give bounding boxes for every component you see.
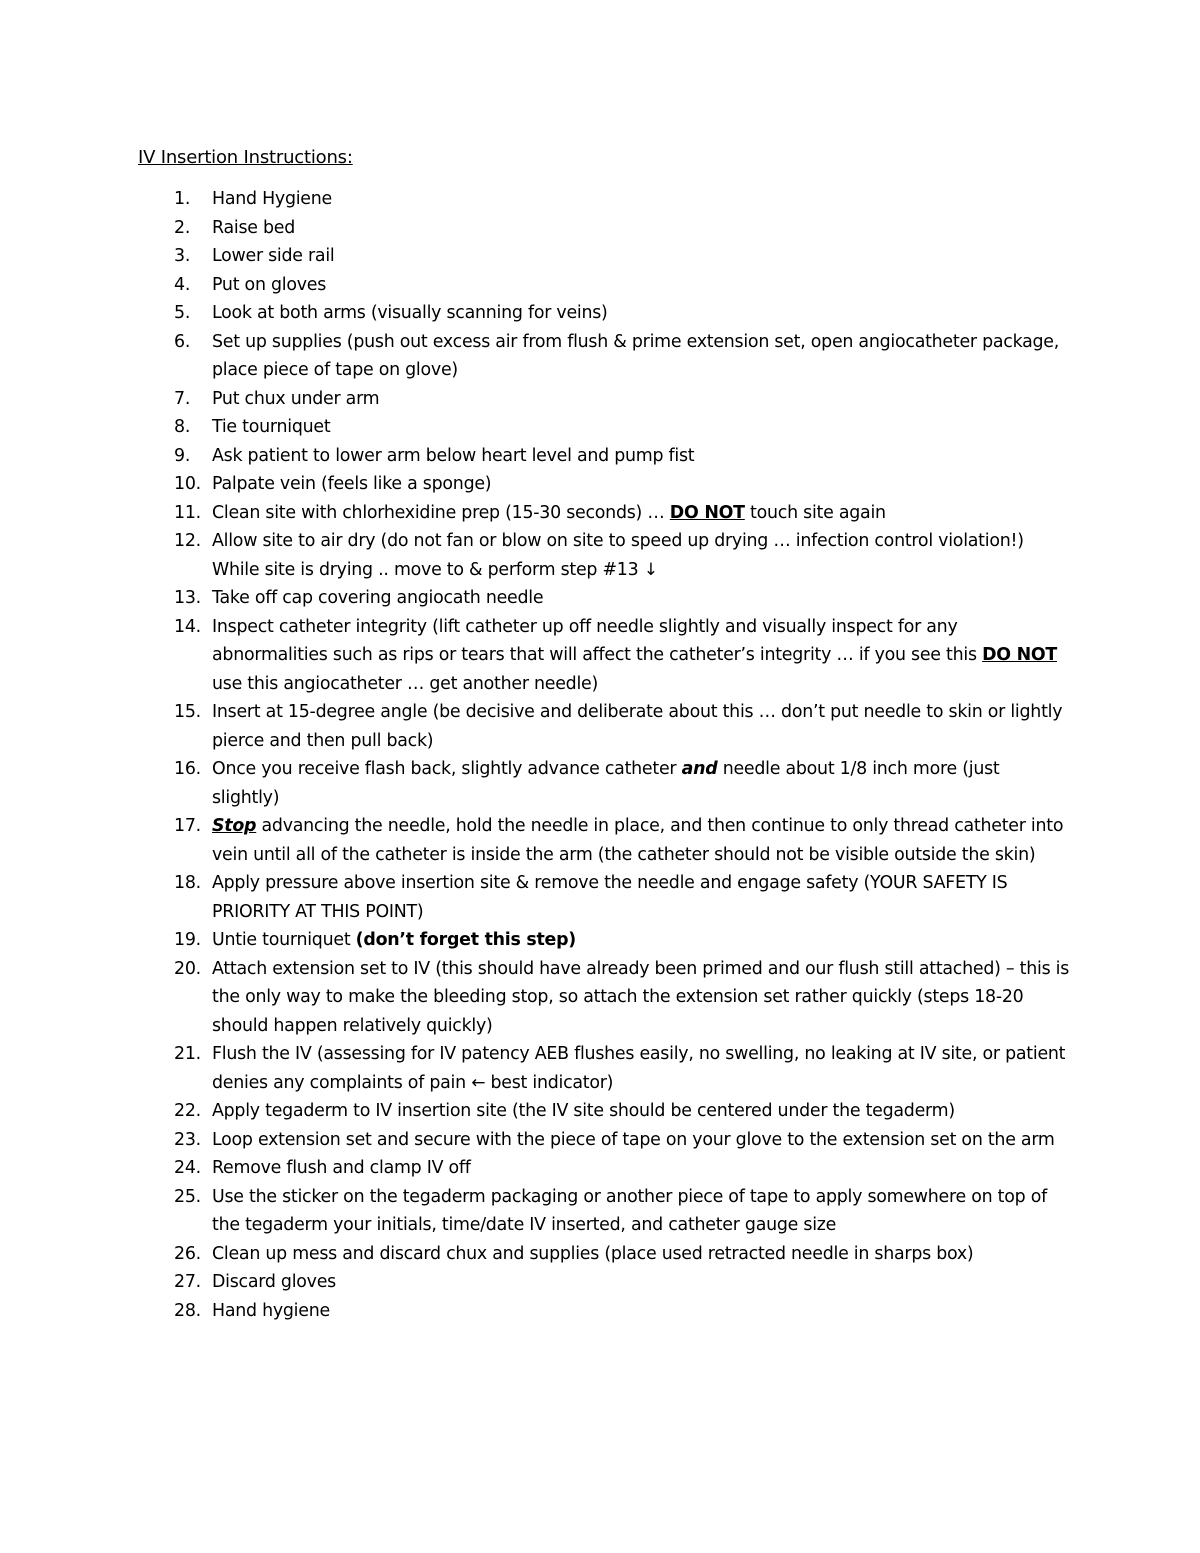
step-number: 26. [174,1243,201,1264]
step-number: 1. [174,189,191,209]
step-13 [0,584,1072,613]
step-text: Put chux under arm [212,388,380,409]
step-text: Look at both arms (visually scanning for veins) [212,303,608,323]
step-text: Remove flush and clamp IV off [212,1158,471,1178]
step-text: Flush the IV (assessing for IV patency AEB flushes easily, no swelling, no leaking at IV site, or patient denies any complaints of pain [212,1044,1066,1093]
step-5 [0,299,1072,328]
step-text: Lower side rail [212,246,335,266]
step-number: 4. [174,274,191,295]
step-28 [0,1297,1072,1326]
step-number: 12. [174,531,201,551]
step-number: 18. [174,873,201,893]
step-number: 16. [174,759,201,779]
step-number: 3. [174,246,191,266]
step-text: Insert at 15-degree angle (be decisive and deliberate about this … don’t put needle to skin or lightly pierce and then pull back) [212,702,1063,751]
step-number: 8. [174,417,191,437]
step-number: 20. [174,958,201,979]
step-text: While site is drying .. move to & perform step #13 [212,559,644,580]
step-2 [0,214,1072,243]
step-number: 21. [174,1044,201,1064]
step-3 [0,242,1072,271]
step-27 [0,1268,1072,1297]
step-text: advancing the needle, hold the needle in place, and then continue to only thread catheter into vein until all of the catheter is inside the arm (the catheter should not be visible outside the skin) [212,816,1064,865]
step-23 [0,1126,1072,1155]
step-text: Untie tourniquet [212,930,356,950]
step-19 [0,926,1072,955]
step-number: 27. [174,1272,201,1292]
step-text: Inspect catheter integrity (lift catheter up off needle slightly and visually inspect for any abnormalities such as rips or tears that will affect the catheter’s integrity … if you see this [212,616,983,665]
step-text: Apply pressure above insertion site & remove the needle and engage safety (YOUR SAFETY IS PRIORITY AT THIS POINT) [212,873,1008,922]
step-text: touch site again [744,502,886,523]
step-text: best indicator) [485,1072,614,1093]
step-9 [0,442,1072,471]
step-list [0,185,1200,1325]
step-21 [0,1040,1072,1097]
step-17 [0,812,1072,869]
step-text: needle about 1/8 inch more (just slightly) [212,759,1000,808]
step-number: 28. [174,1300,201,1321]
step-6 [0,328,1072,385]
step-text: Loop extension set and secure with the piece of tape on your glove to the extension set on the arm [212,1129,1055,1150]
step-text: Raise bed [212,217,296,238]
arrow-left-icon: ← [471,1072,486,1093]
arrow-down-icon: ↓ [643,559,658,580]
step-number: 13. [174,588,201,608]
step-18 [0,869,1072,926]
step-number: 2. [174,217,191,238]
step-number: 5. [174,303,191,323]
step-text: Use the sticker on the tegaderm packaging or another piece of tape to apply somewhere on top of the tegaderm your initials, time/date IV inserted, and catheter gauge size [212,1186,1047,1235]
step-1 [0,185,1072,214]
step-text: Clean up mess and discard chux and supplies (place used retracted needle in sharps box) [212,1243,974,1264]
step-emphasis: DO NOT [669,502,745,523]
step-text: Palpate vein (feels like a sponge) [212,474,492,494]
step-12 [0,527,1072,584]
step-text: Take off cap covering angiocath needle [212,588,544,608]
step-emphasis: DO NOT [982,645,1058,665]
step-text: Apply tegaderm to IV insertion site (the IV site should be centered under the tegaderm) [212,1101,955,1121]
step-text: Put on gloves [212,274,327,295]
step-number: 15. [174,702,201,722]
step-text: Hand hygiene [212,1300,330,1321]
step-text: Tie tourniquet [212,417,331,437]
step-16 [0,755,1072,812]
step-number: 24. [174,1158,201,1178]
step-number: 6. [174,331,191,352]
step-22 [0,1097,1072,1126]
step-number: 10. [174,474,201,494]
step-number: 23. [174,1129,201,1150]
step-text: Once you receive flash back, slightly advance catheter [212,759,682,779]
step-number: 9. [174,445,191,466]
step-25 [0,1183,1072,1240]
step-emphasis: (don’t forget this step) [355,930,576,950]
step-24 [0,1154,1072,1183]
step-number: 19. [174,930,201,950]
step-number: 25. [174,1186,201,1207]
step-text: Ask patient to lower arm below heart level and pump fist [212,445,695,466]
step-emphasis: and [681,759,718,779]
step-8 [0,413,1072,442]
step-emphasis: Stop [212,816,257,836]
step-11 [0,499,1072,528]
step-26 [0,1240,1072,1269]
step-text: use this angiocatheter … get another needle) [212,673,599,694]
step-number: 7. [174,388,191,409]
step-4 [0,271,1072,300]
step-text: Hand Hygiene [212,189,332,209]
step-number: 22. [174,1101,201,1121]
step-10 [0,470,1072,499]
document-title: IV Insertion Instructions: [138,147,353,168]
step-number: 14. [174,616,201,637]
step-14 [0,613,1072,699]
step-number: 17. [174,816,201,836]
step-number: 11. [174,502,201,523]
step-7 [0,385,1072,414]
step-20 [0,955,1072,1041]
step-15 [0,698,1072,755]
step-text: Set up supplies (push out excess air from flush & prime extension set, open angiocatheter package, place piece of tape on glove) [212,331,1060,380]
step-text: Attach extension set to IV (this should have already been primed and our flush still attached) – this is the only way to make the bleeding stop, so attach the extension set rather quickly (steps 18-20 should happen relatively quickly) [212,958,1070,1036]
step-text: Clean site with chlorhexidine prep (15-30 seconds) … [212,502,670,523]
step-text: Discard gloves [212,1272,336,1292]
step-text: Allow site to air dry (do not fan or blow on site to speed up drying … infection control violation!) [212,531,1024,551]
